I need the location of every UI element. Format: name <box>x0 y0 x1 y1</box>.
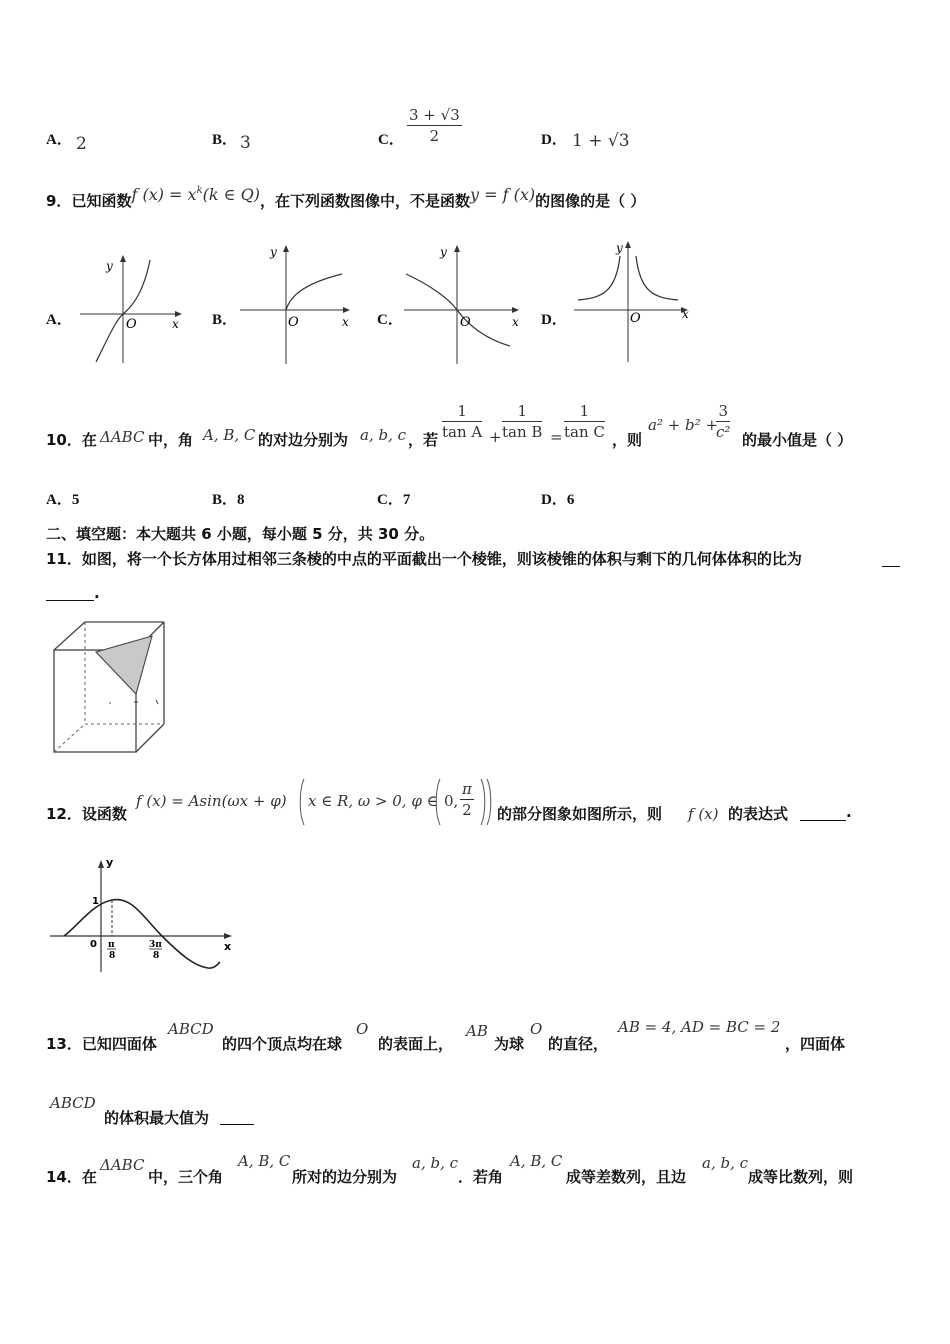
q10-frac-b-num: 1 <box>502 402 542 422</box>
origin-label: O <box>630 311 641 326</box>
q12-right-parens <box>479 778 493 826</box>
q10-frac-a <box>442 402 482 441</box>
q9-number: 9． <box>46 192 72 210</box>
hidden-depth-edge <box>54 724 85 752</box>
q10-text-2: 的对边分别为 <box>258 431 349 449</box>
q10-option-a-value: 5 <box>71 492 80 508</box>
y-arrow-icon <box>625 241 631 248</box>
q12-pi-den: 2 <box>462 801 472 819</box>
origin-label: O <box>460 315 471 330</box>
q8-option-c-denominator: 2 <box>429 127 440 145</box>
q8-option-c-label: C． <box>378 132 404 148</box>
y-axis-label: y <box>106 259 113 273</box>
y-arrow-icon <box>454 245 460 252</box>
q12-answer-blank <box>800 820 846 821</box>
q9-stem <box>46 185 646 220</box>
x-arrow-icon <box>343 307 350 313</box>
x-axis-label: x <box>682 307 689 321</box>
q14-text-2: 所对的边分别为 <box>292 1168 398 1186</box>
paren-right-outer <box>487 779 491 825</box>
q9-graph-a <box>76 250 186 370</box>
q12-pi-num: π <box>462 780 472 798</box>
q10-option-c-label: C． <box>377 492 403 508</box>
x-axis-label: x <box>172 317 179 331</box>
tick-pi-8-num: π <box>108 940 115 950</box>
tick-3pi-8-den: 8 <box>153 951 160 961</box>
cut-pyramid-face <box>96 636 152 694</box>
q14-text-5: 成等比数列，则 <box>748 1168 854 1186</box>
q13-sphere-o: O <box>356 1020 369 1038</box>
y-arrow-icon <box>120 255 126 262</box>
q10-number: 10．在 <box>46 431 97 449</box>
q11-cuboid-figure <box>50 618 175 758</box>
q13-text-1: 的四个顶点均在球 <box>222 1035 343 1053</box>
q11-text: 11．如图，将一个长方体用过相邻三条棱的中点的平面截出一个棱锥，则该棱锥的体积与剩下的几何体体积的比为 <box>46 550 802 568</box>
q10-option-a-label: A． <box>46 492 72 508</box>
section-heading: 二、填空题：本大题共 6 小题，每小题 5 分，共 30 分。 <box>46 525 435 543</box>
q8-option-d-label: D． <box>541 132 567 148</box>
q12-function: f (x) = Asin(ωx + φ) <box>136 792 287 810</box>
origin-label: O <box>126 317 137 332</box>
q8-option-b-label: B． <box>212 132 238 148</box>
q13-text-3: 为球 <box>494 1035 525 1053</box>
q13-answer-blank <box>220 1124 254 1125</box>
q10-text-3: ，若 <box>408 431 439 449</box>
q12-condition: x ∈ R, ω > 0, φ ∈ <box>308 792 438 810</box>
q10-frac-b-den: tan B <box>502 423 543 441</box>
y-arrow-icon <box>98 860 104 868</box>
q10-sides: a, b, c <box>360 426 407 444</box>
q10-option-c <box>377 488 410 509</box>
q14-angles: A, B, C <box>238 1152 291 1170</box>
q9-condition: (k ∈ Q) <box>202 185 260 204</box>
top-left-edge <box>54 622 85 650</box>
q9-exponent: k <box>196 185 203 196</box>
q10-frac-b <box>502 402 542 441</box>
q13-text-6: 的体积最大值为 <box>104 1109 210 1127</box>
q9-graph-c-label: C． <box>377 312 403 328</box>
q12-number: 12．设函数 <box>46 805 127 823</box>
q12-text-3: 的表达式 <box>728 805 789 823</box>
q10-option-c-value: 7 <box>402 492 411 508</box>
q11-blank-end <box>46 600 94 601</box>
q10-option-b <box>212 488 245 509</box>
q12-interval-left-paren <box>434 778 442 826</box>
paren-left-shape <box>436 779 440 825</box>
sine-curve <box>64 900 220 969</box>
q10-equals: = <box>550 428 563 446</box>
x-axis-label: x <box>342 315 349 329</box>
q8-option-a-label: A． <box>46 132 72 148</box>
q12-period: . <box>846 803 852 821</box>
q10-triangle: ΔABC <box>100 428 145 446</box>
q12-text-2: 的部分图象如图所示，则 <box>497 805 663 823</box>
q13-abcd-2: ABCD <box>50 1094 96 1112</box>
q10-option-b-value: 8 <box>237 492 245 508</box>
x-axis-label: x <box>512 315 519 329</box>
q10-frac-d-num: 3 <box>716 402 730 422</box>
q14-sides: a, b, c <box>412 1154 459 1172</box>
q14-text-3: ．若角 <box>458 1168 504 1186</box>
q8-option-c-numerator: 3 + √3 <box>409 106 460 124</box>
tick-pi-8-den: 8 <box>109 951 116 961</box>
q14-sides-2: a, b, c <box>702 1154 749 1172</box>
q14-angles-2: A, B, C <box>510 1152 563 1170</box>
q10-option-d-label: D． <box>541 492 567 508</box>
q11-period: . <box>94 584 100 602</box>
q11-blank-start <box>882 566 900 567</box>
x-axis-label: x <box>224 940 232 953</box>
q10-frac-c-den: tan C <box>564 423 605 441</box>
q10-frac-c-num: 1 <box>564 402 605 422</box>
q10-plus: + <box>489 428 502 446</box>
y-axis-label: y <box>106 856 114 869</box>
q10-option-d <box>541 488 574 509</box>
q14-number: 14．在 <box>46 1168 97 1186</box>
q10-text-1: 中，角 <box>148 431 194 449</box>
q13-text-4: 的直径， <box>548 1035 609 1053</box>
q13-text-2: 的表面上， <box>378 1035 454 1053</box>
q10-frac-a-den: tan A <box>442 423 483 441</box>
q9-function-def: f (x) = x <box>131 185 197 204</box>
q13-ab: AB <box>466 1022 488 1040</box>
q13-condition: AB = 4, AD = BC = 2 <box>618 1018 781 1036</box>
q10-option-a <box>46 488 79 509</box>
q14-text-1: 中，三个角 <box>148 1168 224 1186</box>
q10-text-5: 的最小值是（ ） <box>742 431 853 449</box>
q10-expression: a² + b² + <box>648 416 719 434</box>
q9-graph-b-label: B． <box>212 312 238 328</box>
q9-function-y: y = f (x) <box>469 185 536 204</box>
x-arrow-icon <box>512 307 519 313</box>
q10-angles: A, B, C <box>203 426 256 444</box>
q9-text-1: 已知函数 <box>71 192 132 210</box>
q9-graph-c <box>402 242 527 367</box>
paren-left-shape <box>300 779 304 825</box>
q8-option-d-value: 1 + √3 <box>572 131 630 151</box>
q8-option-a-value: 2 <box>76 134 87 154</box>
y-axis-label: y <box>440 245 447 259</box>
q13-sphere-o-2: O <box>530 1020 543 1038</box>
q13-text-5: ，四面体 <box>785 1035 846 1053</box>
q12-fx: f (x) <box>688 805 719 823</box>
q12-pi-over-2 <box>460 780 474 819</box>
origin-label: 0 <box>90 939 97 950</box>
curve-left-branch <box>578 256 620 300</box>
y-axis-label: y <box>270 245 277 259</box>
bottom-right-edge <box>136 724 164 752</box>
small-mark <box>156 700 158 704</box>
q8-option-c-fraction <box>407 106 462 145</box>
y-arrow-icon <box>283 245 289 252</box>
peak-value-label: 1 <box>92 896 99 907</box>
q9-text-2: ，在下列函数图像中，不是函数 <box>259 192 470 210</box>
y-axis-label: y <box>616 241 623 255</box>
q8-option-b-value: 3 <box>240 133 251 153</box>
q9-graph-b <box>238 242 358 367</box>
q9-graph-d-label: D． <box>541 312 567 328</box>
q10-frac-c <box>564 402 605 441</box>
q13-abcd: ABCD <box>168 1020 214 1038</box>
q13-number: 13．已知四面体 <box>46 1035 157 1053</box>
q14-triangle: ΔABC <box>100 1156 145 1174</box>
origin-label: O <box>288 315 299 330</box>
tick-3pi-8-num: 3π <box>149 940 162 950</box>
dot-mark <box>109 702 111 704</box>
paren-right-inner <box>481 779 485 825</box>
q12-left-paren <box>298 778 306 826</box>
curve-root <box>286 274 342 310</box>
q10-frac-d <box>716 402 730 441</box>
q12-sine-graph <box>48 858 238 978</box>
q10-option-b-label: B． <box>212 492 238 508</box>
q10-option-d-value: 6 <box>566 492 575 508</box>
q9-text-3: 的图像的是（ ） <box>535 192 646 210</box>
q10-text-4: ，则 <box>612 431 643 449</box>
curve-right-branch <box>636 256 678 300</box>
q14-text-4: 成等差数列，且边 <box>566 1168 687 1186</box>
q10-frac-d-den: c² <box>716 423 731 441</box>
q12-interval-start: 0, <box>444 792 459 810</box>
q10-frac-a-num: 1 <box>442 402 482 422</box>
q9-graph-a-label: A． <box>46 312 72 328</box>
x-arrow-icon <box>224 933 232 939</box>
q9-graph-d <box>572 238 697 363</box>
